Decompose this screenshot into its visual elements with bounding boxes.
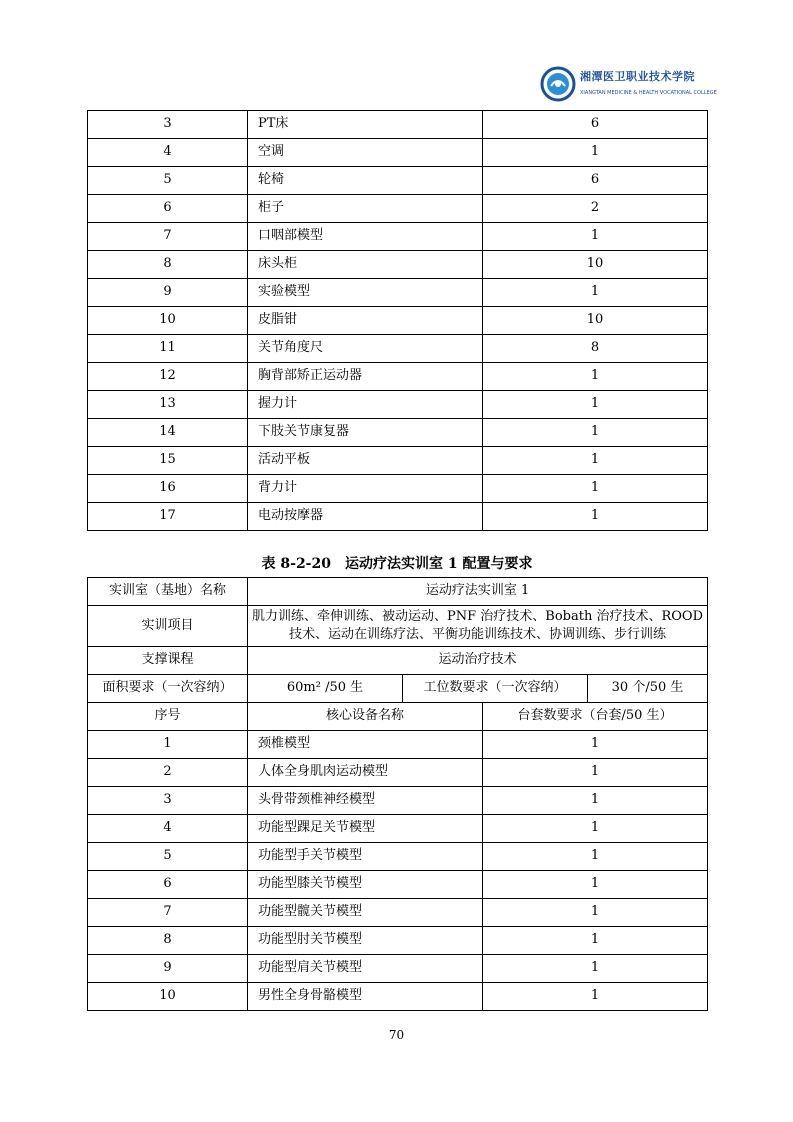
table-row — [88, 475, 708, 503]
table-row — [88, 787, 708, 815]
equipment-qty: 1 — [483, 955, 708, 983]
equipment-name: 轮椅 — [248, 167, 483, 195]
col-name-header: 核心设备名称 — [248, 703, 483, 731]
equipment-qty: 1 — [483, 899, 708, 927]
school-name: 湘潭医卫职业技术学院 — [580, 70, 695, 83]
equipment-name: 柜子 — [248, 195, 483, 223]
header-row — [88, 703, 708, 731]
row-number: 10 — [88, 983, 248, 1011]
row-number: 9 — [88, 955, 248, 983]
project-row — [88, 606, 708, 647]
equipment-name: 关节角度尺 — [248, 335, 483, 363]
table-row — [88, 279, 708, 307]
table-row — [88, 447, 708, 475]
equipment-qty: 1 — [483, 475, 708, 503]
row-number: 7 — [88, 899, 248, 927]
school-logo — [540, 60, 715, 110]
equipment-qty: 1 — [483, 983, 708, 1011]
equipment-name: 空调 — [248, 139, 483, 167]
equipment-name: 口咽部模型 — [248, 223, 483, 251]
row-number: 8 — [88, 251, 248, 279]
row-number: 2 — [88, 759, 248, 787]
project-value: 肌力训练、牵伸训练、被动运动、PNF 治疗技术、Bobath 治疗技术、ROOD 技术、运动在训练疗法、平衡功能训练技术、协调训练、步行训练 — [248, 606, 708, 647]
equipment-table-continued — [87, 110, 708, 531]
equipment-name: 功能型肘关节模型 — [248, 927, 483, 955]
row-number: 9 — [88, 279, 248, 307]
equipment-qty: 10 — [483, 251, 708, 279]
course-label: 支撑课程 — [88, 647, 248, 675]
table-row — [88, 983, 708, 1011]
table-row — [88, 759, 708, 787]
room-label: 实训室（基地）名称 — [88, 578, 248, 606]
area-value: 60m² /50 生 — [248, 675, 403, 703]
equipment-name: 功能型髋关节模型 — [248, 899, 483, 927]
row-number: 7 — [88, 223, 248, 251]
equipment-qty: 1 — [483, 363, 708, 391]
row-number: 14 — [88, 419, 248, 447]
equipment-qty: 1 — [483, 815, 708, 843]
equipment-name: 功能型手关节模型 — [248, 843, 483, 871]
row-number: 3 — [88, 787, 248, 815]
equipment-name: 人体全身肌肉运动模型 — [248, 759, 483, 787]
equipment-name: 颈椎模型 — [248, 731, 483, 759]
equipment-qty: 2 — [483, 195, 708, 223]
equipment-qty: 1 — [483, 223, 708, 251]
row-number: 6 — [88, 195, 248, 223]
school-emblem-icon — [540, 66, 576, 102]
course-row — [88, 647, 708, 675]
room-row — [88, 578, 708, 606]
table-row — [88, 899, 708, 927]
row-number: 5 — [88, 843, 248, 871]
equipment-name: 床头柜 — [248, 251, 483, 279]
equipment-qty: 10 — [483, 307, 708, 335]
equipment-qty: 1 — [483, 759, 708, 787]
equipment-qty: 1 — [483, 447, 708, 475]
table-row — [88, 815, 708, 843]
equipment-qty: 1 — [483, 419, 708, 447]
equipment-name: 功能型膝关节模型 — [248, 871, 483, 899]
table-row — [88, 251, 708, 279]
equipment-qty: 6 — [483, 111, 708, 139]
row-number: 11 — [88, 335, 248, 363]
equipment-qty: 1 — [483, 871, 708, 899]
equipment-name: 男性全身骨骼模型 — [248, 983, 483, 1011]
equipment-name: 背力计 — [248, 475, 483, 503]
course-value: 运动治疗技术 — [248, 647, 708, 675]
equipment-qty: 1 — [483, 391, 708, 419]
table-row — [88, 111, 708, 139]
table-row — [88, 307, 708, 335]
table-row — [88, 223, 708, 251]
table-row — [88, 419, 708, 447]
row-number: 10 — [88, 307, 248, 335]
table-row — [88, 843, 708, 871]
equipment-name: 握力计 — [248, 391, 483, 419]
table-row — [88, 955, 708, 983]
table-row — [88, 167, 708, 195]
row-number: 15 — [88, 447, 248, 475]
col-qty-header: 台套数要求（台套/50 生） — [483, 703, 708, 731]
table-row — [88, 871, 708, 899]
table-row — [88, 363, 708, 391]
equipment-qty: 8 — [483, 335, 708, 363]
row-number: 4 — [88, 139, 248, 167]
equipment-name: 头骨带颈椎神经模型 — [248, 787, 483, 815]
row-number: 4 — [88, 815, 248, 843]
table-row — [88, 335, 708, 363]
project-label: 实训项目 — [88, 606, 248, 647]
equipment-qty: 1 — [483, 503, 708, 531]
table-row — [88, 731, 708, 759]
equipment-name: 皮脂钳 — [248, 307, 483, 335]
equipment-qty: 1 — [483, 843, 708, 871]
row-number: 6 — [88, 871, 248, 899]
table-row — [88, 503, 708, 531]
table-row — [88, 927, 708, 955]
equipment-name: 活动平板 — [248, 447, 483, 475]
school-name-en: XIANGTAN MEDICINE & HEALTH VOCATIONAL COLLEGE — [580, 90, 717, 96]
equipment-qty: 1 — [483, 927, 708, 955]
equipment-name: 胸背部矫正运动器 — [248, 363, 483, 391]
col-no-header: 序号 — [88, 703, 248, 731]
table-row — [88, 195, 708, 223]
page-number: 70 — [388, 1028, 405, 1042]
row-number: 13 — [88, 391, 248, 419]
table-caption: 表 8-2-20 运动疗法实训室 1 配置与要求 — [261, 556, 533, 572]
lab-config-table — [87, 577, 708, 1011]
equipment-name: 电动按摩器 — [248, 503, 483, 531]
equipment-name: PT床 — [248, 111, 483, 139]
equipment-qty: 6 — [483, 167, 708, 195]
station-value: 30 个/50 生 — [588, 675, 708, 703]
station-label: 工位数要求（一次容纳） — [403, 675, 588, 703]
table-row — [88, 391, 708, 419]
area-row — [88, 675, 708, 703]
table-row — [88, 139, 708, 167]
equipment-name: 实验模型 — [248, 279, 483, 307]
equipment-name: 功能型肩关节模型 — [248, 955, 483, 983]
equipment-qty: 1 — [483, 731, 708, 759]
equipment-name: 下肢关节康复器 — [248, 419, 483, 447]
equipment-qty: 1 — [483, 787, 708, 815]
equipment-qty: 1 — [483, 279, 708, 307]
row-number: 8 — [88, 927, 248, 955]
row-number: 12 — [88, 363, 248, 391]
row-number: 3 — [88, 111, 248, 139]
area-label: 面积要求（一次容纳） — [88, 675, 248, 703]
equipment-name: 功能型踝足关节模型 — [248, 815, 483, 843]
equipment-qty: 1 — [483, 139, 708, 167]
row-number: 16 — [88, 475, 248, 503]
row-number: 1 — [88, 731, 248, 759]
row-number: 5 — [88, 167, 248, 195]
room-value: 运动疗法实训室 1 — [248, 578, 708, 606]
row-number: 17 — [88, 503, 248, 531]
